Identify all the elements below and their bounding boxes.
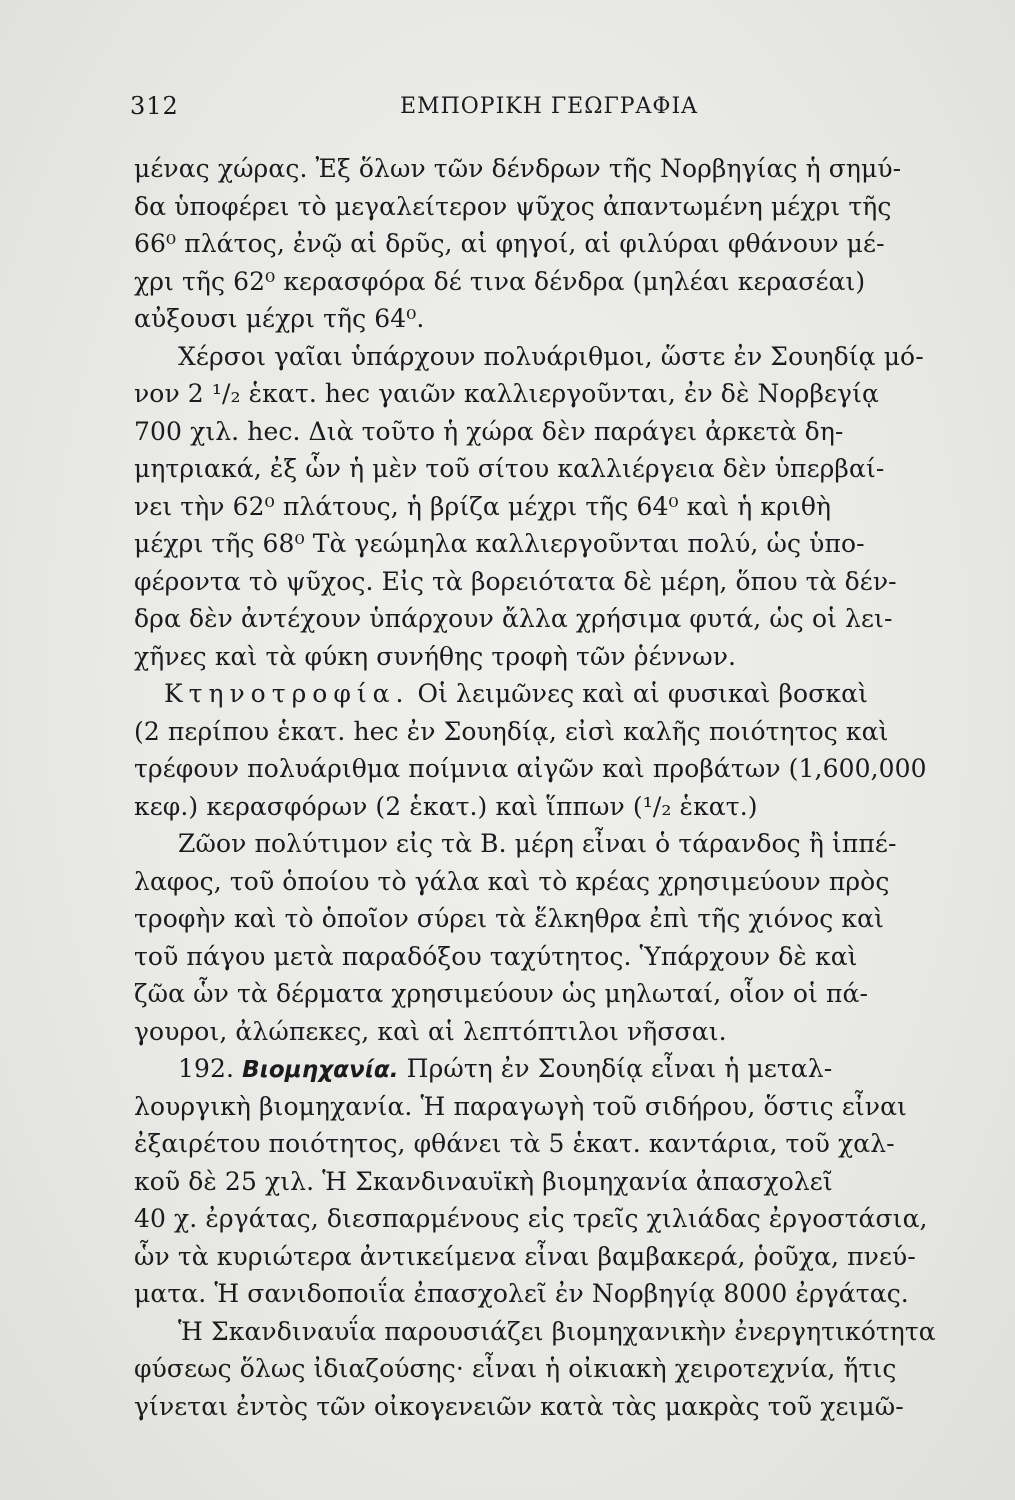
section-line-industry [134,1050,914,1088]
text-line: ματα. Ἡ σανιδοποιΐα ἐπασχολεῖ ἐν Νορβηγίᾳ 8000 ἐργάτας. [134,1279,909,1308]
text-line: μένας χώρας. Ἐξ ὅλων τῶν δένδρων τῆς Νορβηγίας ἡ σημύ- [134,154,902,183]
text-line: 66⁰ πλάτος, ἐνῷ αἱ δρῦς, αἱ φηγοί, αἱ φιλύραι φθάνουν μέ- [134,229,885,258]
running-title: ΕΜΠΟΡΙΚΗ ΓΕΩΓΡΑΦΙΑ [400,94,699,119]
section-line-rest: Πρώτη ἐν Σουηδίᾳ εἶναι ἡ μεταλ- [398,1054,833,1083]
text-line: λουργικὴ βιομηχανία. Ἡ παραγωγὴ τοῦ σιδήρου, ὅστις εἶναι [134,1091,907,1121]
text-line: τροφὴν καὶ τὸ ὁποῖον σύρει τὰ ἕλκηθρα ἐπὶ τῆς χιόνος καὶ [134,904,885,933]
text-line: χῆνες καὶ τὰ φύκη συνήθης τροφὴ τῶν ῥέννων. [134,641,737,671]
text-line: φύσεως ὅλως ἰδιαζούσης· εἶναι ἡ οἰκιακὴ χειροτεχνία, ἥτις [134,1354,897,1383]
text-line: ἐξαιρέτου ποιότητος, φθάνει τὰ 5 ἑκατ. καντάρια, τοῦ χαλ- [134,1129,895,1158]
text-line: κοῦ δὲ 25 χιλ. Ἡ Σκανδιναυϊκὴ βιομηχανία ἀπασχολεῖ [134,1166,833,1196]
text-line: δρα δὲν ἀντέχουν ὑπάρχουν ἄλλα χρήσιμα φυτά, ὡς οἱ λει- [134,604,893,633]
text-line: Ἡ Σκανδιναυΐα παρουσιάζει βιομηχανικὴν ἐνεργητικότητα [178,1316,936,1346]
text-line: γουροι, ἀλώπεκες, καὶ αἱ λεπτόπτιλοι νῆσσαι. [134,1016,727,1046]
text-line: γίνεται ἐντὸς τῶν οἰκογενειῶν κατὰ τὰς μακρὰς τοῦ χειμῶ- [134,1391,904,1421]
text-line: κεφ.) κερασφόρων (2 ἑκατ.) καὶ ἵππων (¹/₂ ἑκατ.) [134,791,758,821]
page-number: 312 [130,92,179,120]
text-line: Ζῶον πολύτιμον εἰς τὰ Β. μέρη εἶναι ὁ τάρανδος ἢ ἱππέ- [178,829,897,858]
text-line: νον 2 ¹/₂ ἑκατ. hec γαιῶν καλλιεργοῦνται, ἐν δὲ Νορβεγίᾳ [134,379,879,408]
section-number: 192. [178,1054,235,1083]
text-line: τρέφουν πολυάριθμα ποίμνια αἰγῶν καὶ προβάτων (1,600,000 [134,754,927,783]
text-line: μητριακά, ἐξ ὧν ἡ μὲν τοῦ σίτου καλλιέργεια δὲν ὑπερβαί- [134,454,885,483]
text-line: φέροντα τὸ ψῦχος. Εἰς τὰ βορειότατα δὲ μέρη, ὅπου τὰ δέν- [134,566,897,596]
text-line: 40 χ. ἐργάτας, διεσπαρμένους εἰς τρεῖς χιλιάδας ἐργοστάσια, [134,1204,928,1233]
section-heading-livestock: Κτηνοτροφία. [164,679,410,708]
text-line: χρι τῆς 62⁰ κερασφόρα δέ τινα δένδρα (μηλέαι κερασέαι) [134,266,866,296]
text-line: 700 χιλ. hec. Διὰ τοῦτο ἡ χώρα δὲν παράγει ἀρκετὰ δη- [134,416,844,446]
section-heading-industry: Βιομηχανία. [242,1057,399,1083]
text-line: αὐξουσι μέχρι τῆς 64⁰. [134,304,425,333]
text-line: μέχρι τῆς 68⁰ Τὰ γεώμηλα καλλιεργοῦνται πολύ, ὡς ὑπο- [134,529,865,558]
section-line-rest: Οἱ λειμῶνες καὶ αἱ φυσικαὶ βοσκαὶ [409,679,868,708]
text-line: Χέρσοι γαῖαι ὑπάρχουν πολυάριθμοι, ὥστε ἐν Σουηδίᾳ μό- [178,341,924,371]
text-line: ζῶα ὧν τὰ δέρματα χρησιμεύουν ὡς μηλωταί, οἷον οἱ πά- [134,979,869,1008]
section-line-livestock [134,675,914,713]
body-text [134,150,936,1425]
text-line: λαφος, τοῦ ὁποίου τὸ γάλα καὶ τὸ κρέας χρησιμεύουν πρὸς [134,866,890,896]
text-line: ὧν τὰ κυριώτερα ἀντικείμενα εἶναι βαμβακερά, ῥοῦχα, πνεύ- [134,1241,916,1271]
text-line: τοῦ πάγου μετὰ παραδόξου ταχύτητος. Ὑπάρχουν δὲ καὶ [134,941,858,971]
text-line: νει τὴν 62⁰ πλάτους, ἡ βρίζα μέχρι τῆς 64⁰ καὶ ἡ κριθὴ [134,491,832,521]
text-line: (2 περίπου ἑκατ. hec ἐν Σουηδίᾳ, εἰσὶ καλῆς ποιότητος καὶ [134,716,889,746]
page-header [130,92,900,132]
text-line: δα ὑποφέρει τὸ μεγαλείτερον ψῦχος ἀπαντωμένη μέχρι τῆς [134,191,892,221]
